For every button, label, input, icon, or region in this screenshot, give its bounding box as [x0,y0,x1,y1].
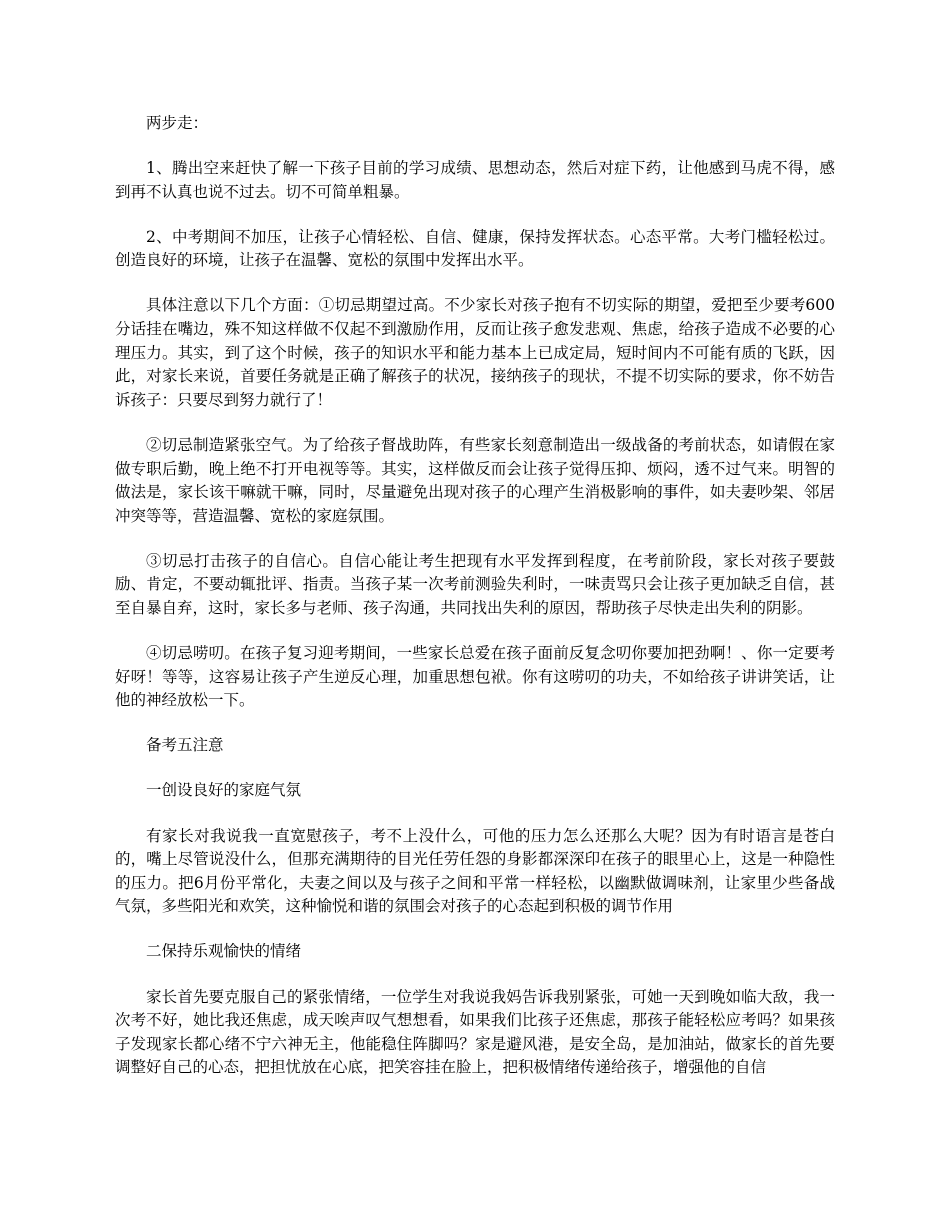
paragraph-note-confidence: ③切忌打击孩子的自信心。自信心能让考生把现有水平发挥到程度，在考前阶段，家长对孩子要鼓励、肯定，不要动辄批评、指责。当孩子某一次考前测验失利时，一味责骂只会让孩子更加缺乏自信，甚至自暴自弃，这时，家长多与老师、孩子沟通，共同找出失利的原因，帮助孩子尽快走出失利的阴影。 [115,551,835,617]
document-page [115,112,835,1101]
heading-five-notes: 备考五注意 [146,736,224,755]
paragraph-optimism: 家长首先要克服自己的紧张情绪，一位学生对我说我妈告诉我别紧张，可她一天到晚如临大敌，我一次考不好，她比我还焦虑，成天唉声叹气想想看，如果我们比孩子还焦虑，那孩子能轻松应考吗？如果孩子发现家长都心绪不宁六神无主，他能稳住阵脚吗？家是避风港，是安全岛，是加油站，做家长的首先要调整好自己的心态，把担忧放在心底，把笑容挂在脸上，把积极情绪传递给孩子，增强他的自信 [115,987,835,1077]
heading-optimism: 二保持乐观愉快的情绪 [146,942,302,961]
heading-two-steps: 两步走： [146,114,209,132]
paragraph-family-atmosphere: 有家长对我说我一直宽慰孩子，考不上没什么，可他的压力怎么还那么大呢？因为有时语言是苍白的，嘴上尽管说没什么，但那充满期待的目光任劳任怨的身影都深深印在孩子的眼里心上，这是一种隐性的压力。把6月份平常化，夫妻之间以及与孩子之间和平常一样轻松，以幽默做调味剂，让家里少些备战气氛，多些阳光和欢笑，这种愉悦和谐的氛围会对孩子的心态起到积极的调节作用 [115,826,835,916]
paragraph-note-nagging: ④切忌唠叨。在孩子复习迎考期间，一些家长总爱在孩子面前反复念叨你要加把劲啊！、你一定要考好呀！等等，这容易让孩子产生逆反心理，加重思想包袱。你有这唠叨的功夫，不如给孩子讲讲笑话，让他的神经放松一下。 [115,644,835,710]
paragraph-note-tension: ②切忌制造紧张空气。为了给孩子督战助阵，有些家长刻意制造出一级战备的考前状态，如请假在家做专职后勤，晚上绝不打开电视等等。其实，这样做反而会让孩子觉得压抑、烦闷，透不过气来。明智的做法是，家长该干嘛就干嘛，同时，尽量避免出现对孩子的心理产生消极影响的事件，如夫妻吵架、邻居冲突等等，营造温馨、宽松的家庭氛围。 [115,435,835,525]
paragraph-note-expectations: 具体注意以下几个方面：①切忌期望过高。不少家长对孩子抱有不切实际的期望，爱把至少要考600分话挂在嘴边，殊不知这样做不仅起不到激励作用，反而让孩子愈发悲观、焦虑，给孩子造成不必要的心理压力。其实，到了这个时候，孩子的知识水平和能力基本上已成定局，短时间内不可能有质的飞跃，因此，对家长来说，首要任务就是正确了解孩子的状况，接纳孩子的现状，不提不切实际的要求，你不妨告诉孩子：只要尽到努力就行了！ [115,296,835,409]
heading-family-atmosphere: 一创设良好的家庭气氛 [146,781,302,800]
paragraph-step-1: 1、腾出空来赶快了解一下孩子目前的学习成绩、思想动态，然后对症下药，让他感到马虎不得，感到再不认真也说不过去。切不可简单粗暴。 [115,159,835,201]
paragraph-step-2: 2、中考期间不加压，让孩子心情轻松、自信、健康，保持发挥状态。心态平常。大考门槛轻松过。创造良好的环境，让孩子在温馨、宽松的氛围中发挥出水平。 [115,227,835,270]
